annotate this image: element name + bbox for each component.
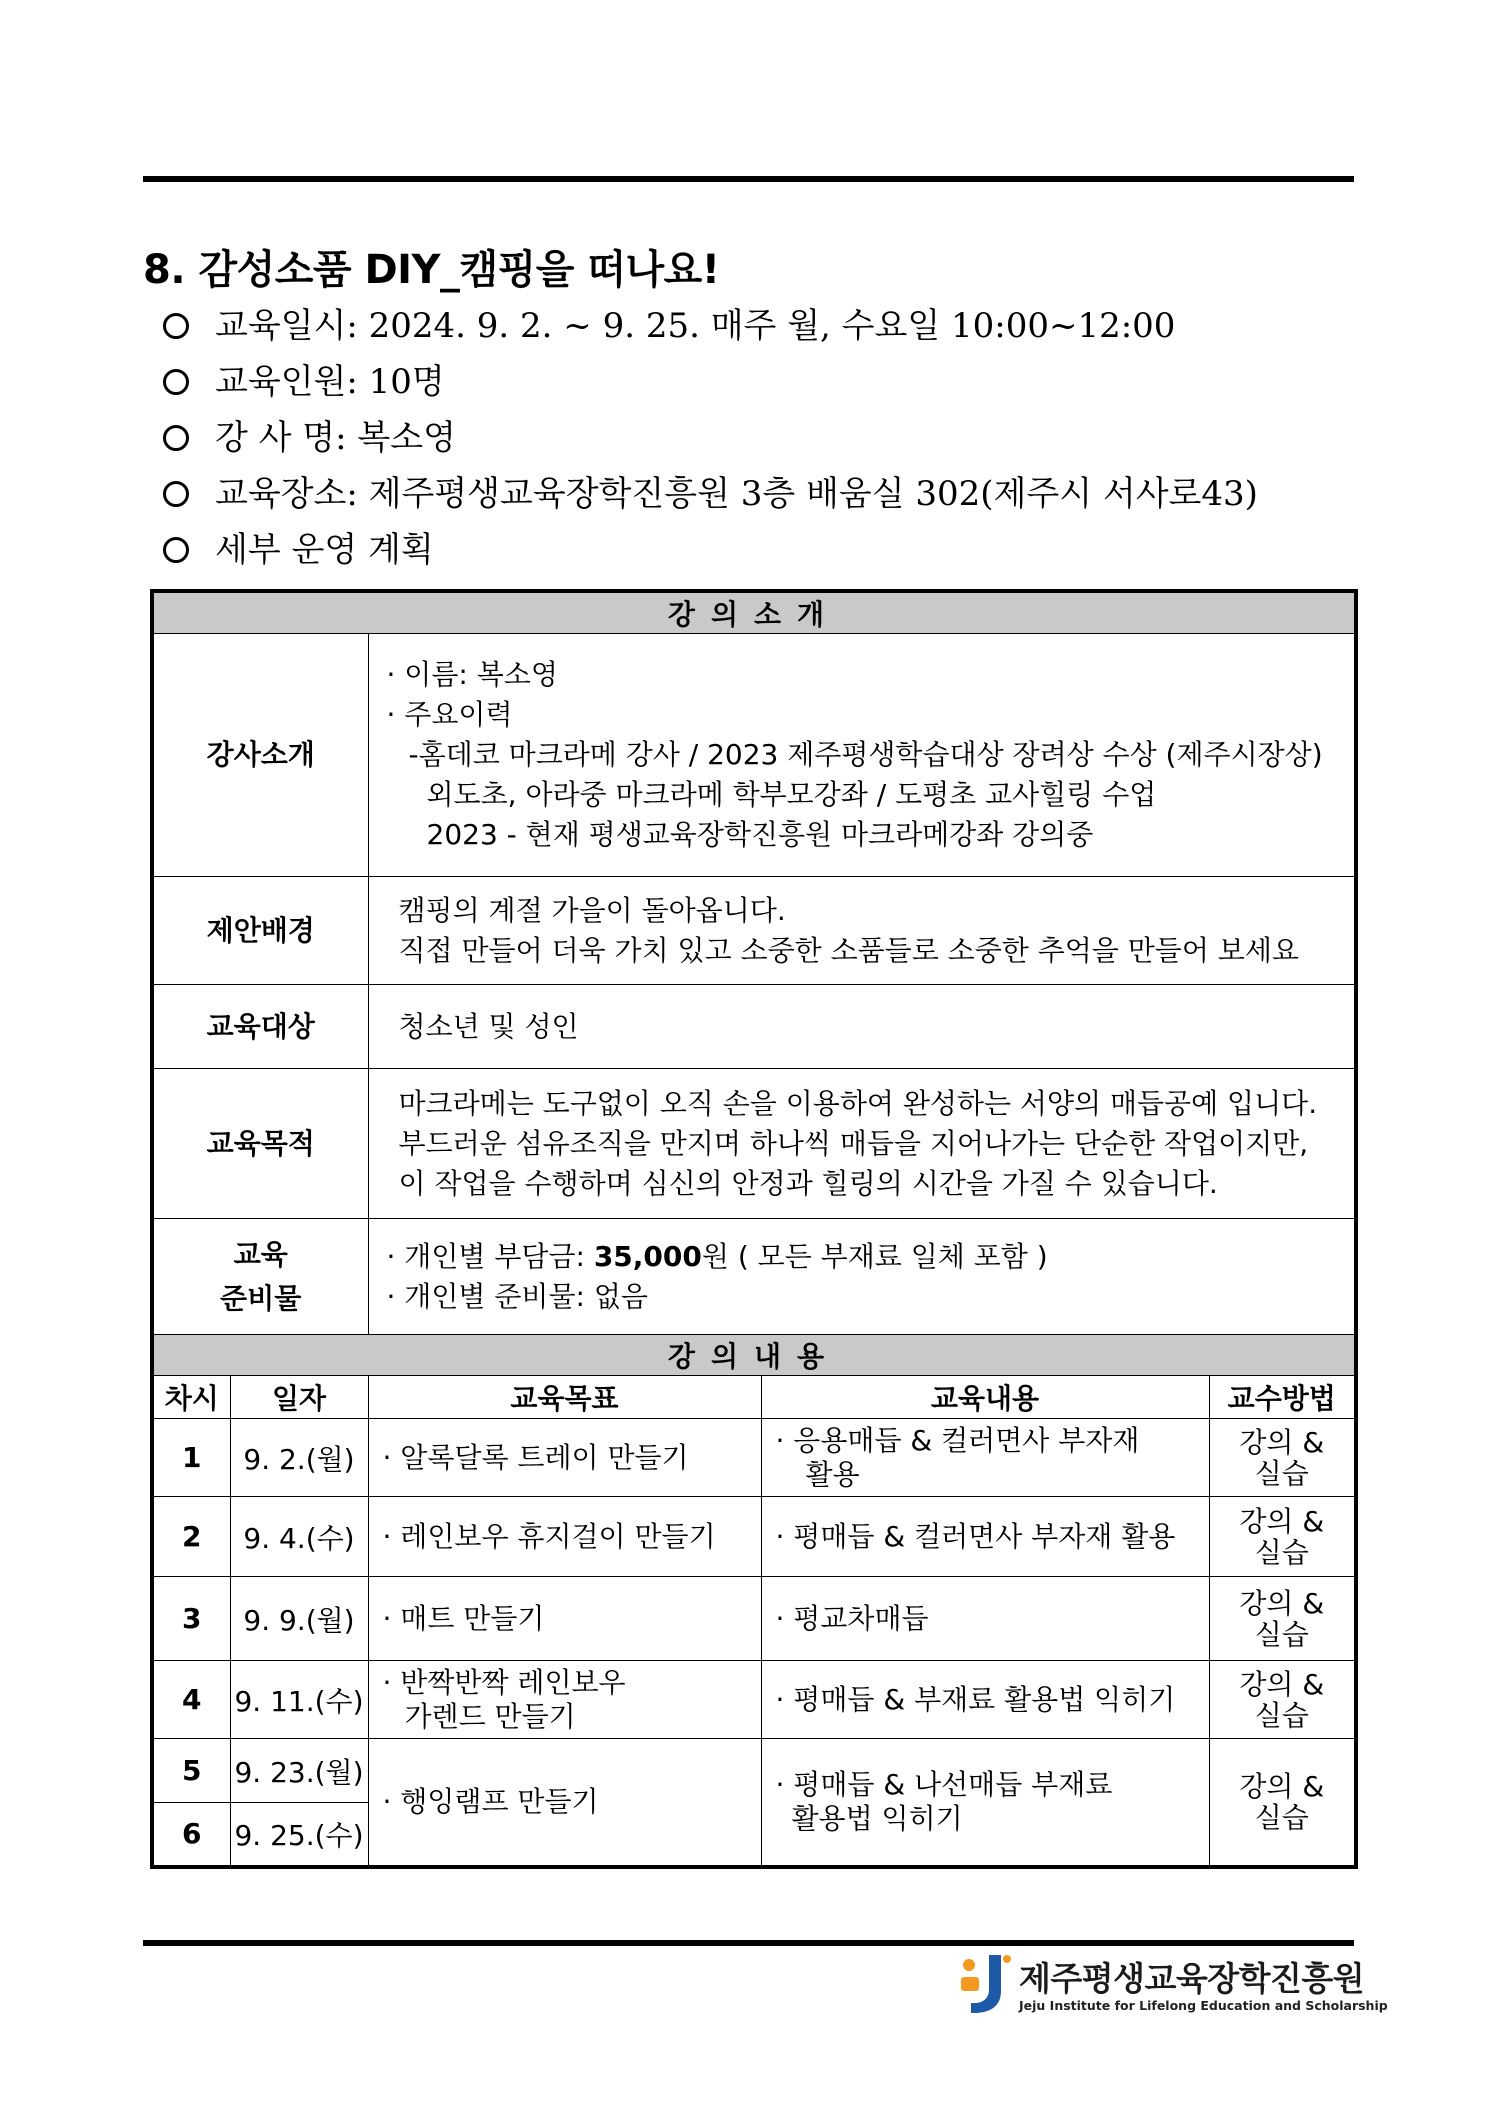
method-line: 강의 & [1239, 1586, 1325, 1620]
circle-bullet-icon [163, 425, 189, 451]
content-line: · 평교차매듭 [775, 1601, 929, 1635]
method-line: 실습 [1254, 1535, 1309, 1569]
bullet-text: 세부 운영 계획 [215, 530, 434, 570]
content-section-header: 강의내용 [152, 1335, 1356, 1376]
institute-logo [957, 1951, 1388, 2021]
col-header-session: 차시 [152, 1376, 230, 1419]
goal-line: · 반짝반짝 레인보우 [382, 1665, 626, 1699]
background-label: 제안배경 [152, 877, 368, 985]
prep-cost [387, 1237, 1355, 1277]
session-number: 4 [152, 1661, 230, 1739]
instructor-label: 강사소개 [152, 634, 368, 877]
table-row [152, 1419, 1356, 1497]
page-title: 8. 감성소품 DIY_캠핑을 떠나요! [143, 247, 720, 293]
circle-bullet-icon [163, 313, 189, 339]
institute-logo-name: 제주평생교육장학진흥원 [1019, 1959, 1365, 1998]
instructor-line: 외도초, 아라중 마크라메 학부모강좌 / 도평초 교사힐링 수업 [426, 778, 1157, 811]
method-line: 실습 [1254, 1698, 1309, 1732]
info-bullets [163, 298, 1258, 578]
session-number: 6 [152, 1803, 230, 1867]
method-line: 실습 [1254, 1456, 1309, 1490]
session-method [1209, 1661, 1356, 1739]
instructor-line: 2023 - 현재 평생교육장학진흥원 마크라메강좌 강의중 [426, 818, 1094, 851]
content-line: · 평매듭 & 부재료 활용법 익히기 [775, 1682, 1176, 1716]
col-header-method: 교수방법 [1209, 1376, 1356, 1419]
target-label: 교육대상 [152, 985, 368, 1069]
session-content [761, 1419, 1209, 1497]
content-line: 활용 [805, 1457, 860, 1491]
method-line: 강의 & [1239, 1769, 1325, 1803]
bullet-capacity [163, 354, 1258, 410]
prep-cost-suffix: 원 ( 모든 부재료 일체 포함 ) [701, 1239, 1048, 1273]
goal-line: · 행잉램프 만들기 [382, 1784, 599, 1818]
session-number: 1 [152, 1419, 230, 1497]
session-date: 9. 23.(월) [230, 1739, 368, 1803]
session-number: 5 [152, 1739, 230, 1803]
content-line: · 응용매듭 & 컬러면사 부자재 [775, 1423, 1140, 1457]
bullet-text: 교육일시: 2024. 9. 2. ~ 9. 25. 매주 월, 수요일 10:00~12:00 [215, 306, 1176, 346]
method-line: 강의 & [1239, 1667, 1325, 1701]
goal-line: 가렌드 만들기 [404, 1699, 576, 1733]
prep-items: · 개인별 준비물: 없음 [386, 1279, 648, 1313]
instructor-line: · 이름: 복소영 [386, 658, 558, 691]
session-method [1209, 1577, 1356, 1661]
table-row [152, 1577, 1356, 1661]
session-number: 3 [152, 1577, 230, 1661]
method-line: 강의 & [1239, 1504, 1325, 1538]
session-content [761, 1497, 1209, 1577]
session-goal [368, 1739, 761, 1867]
session-date: 9. 11.(수) [230, 1661, 368, 1739]
background-line: 캠핑의 계절 가을이 돌아옵니다. [398, 893, 786, 927]
session-goal [368, 1661, 761, 1739]
col-header-content: 교육내용 [761, 1376, 1209, 1419]
goal-line: · 레인보우 휴지걸이 만들기 [382, 1519, 716, 1553]
circle-bullet-icon [163, 537, 189, 563]
session-date: 9. 4.(수) [230, 1497, 368, 1577]
goal-line: · 알록달록 트레이 만들기 [382, 1440, 689, 1474]
goal-line: · 매트 만들기 [382, 1601, 545, 1635]
prep-label-line: 교육 [233, 1237, 288, 1271]
session-date: 9. 25.(수) [230, 1803, 368, 1867]
bullet-text: 교육인원: 10명 [215, 362, 445, 402]
purpose-content [368, 1069, 1356, 1219]
content-line: · 평매듭 & 나선매듭 부재료 [775, 1767, 1113, 1801]
institute-logo-english: Jeju Institute for Lifelong Education and Scholarship [1019, 1998, 1388, 2013]
content-line: 활용법 익히기 [791, 1801, 963, 1835]
purpose-line: 이 작업을 수행하며 심신의 안정과 힐링의 시간을 가질 수 있습니다. [398, 1166, 1218, 1200]
content-line: · 평매듭 & 컬러면사 부자재 활용 [775, 1519, 1176, 1553]
circle-bullet-icon [163, 481, 189, 507]
purpose-label: 교육목적 [152, 1069, 368, 1219]
session-method [1209, 1739, 1356, 1867]
top-rule [143, 176, 1354, 182]
bullet-schedule [163, 298, 1258, 354]
session-method [1209, 1419, 1356, 1497]
session-content [761, 1739, 1209, 1867]
bullet-text: 교육장소: 제주평생교육장학진흥원 3층 배움실 302(제주시 서사로43) [215, 474, 1258, 514]
prep-label [152, 1219, 368, 1335]
background-line: 직접 만들어 더욱 가치 있고 소중한 소품들로 소중한 추억을 만들어 보세요 [398, 933, 1299, 967]
session-method [1209, 1497, 1356, 1577]
instructor-content [368, 634, 1356, 877]
session-date: 9. 9.(월) [230, 1577, 368, 1661]
bullet-location [163, 466, 1258, 522]
purpose-line: 부드러운 섬유조직을 만지며 하나씩 매듭을 지어나가는 단순한 작업이지만, [398, 1126, 1309, 1160]
circle-bullet-icon [163, 369, 189, 395]
bullet-plan [163, 522, 1258, 578]
prep-label-line: 준비물 [220, 1281, 302, 1315]
instructor-line: -홈데코 마크라메 강사 / 2023 제주평생학습대상 장려상 수상 (제주시장상) [408, 738, 1323, 771]
method-line: 실습 [1254, 1617, 1309, 1651]
method-line: 강의 & [1239, 1425, 1325, 1459]
prep-content [368, 1219, 1356, 1335]
target-content [368, 985, 1356, 1069]
bullet-text: 강 사 명: 복소영 [215, 418, 456, 458]
prep-cost-value: 35,000 [593, 1239, 702, 1273]
session-content [761, 1577, 1209, 1661]
purpose-line: 마크라메는 도구없이 오직 손을 이용하여 완성하는 서양의 매듭공예 입니다. [398, 1086, 1318, 1120]
plan-table [150, 589, 1358, 1869]
session-goal [368, 1497, 761, 1577]
session-date: 9. 2.(월) [230, 1419, 368, 1497]
session-goal [368, 1577, 761, 1661]
col-header-date: 일자 [230, 1376, 368, 1419]
intro-section-header: 강의소개 [152, 591, 1356, 634]
target-line: 청소년 및 성인 [398, 1009, 579, 1043]
method-line: 실습 [1254, 1800, 1309, 1834]
table-row [152, 1739, 1356, 1803]
instructor-line: · 주요이력 [386, 698, 513, 731]
bottom-rule [143, 1940, 1354, 1946]
session-goal [368, 1419, 761, 1497]
prep-cost-prefix: · 개인별 부담금: [386, 1239, 594, 1273]
background-content [368, 877, 1356, 985]
table-row [152, 1661, 1356, 1739]
bullet-instructor [163, 410, 1258, 466]
col-header-goal: 교육목표 [368, 1376, 761, 1419]
session-number: 2 [152, 1497, 230, 1577]
institute-logo-icon [957, 1951, 1015, 2017]
session-content [761, 1661, 1209, 1739]
table-row [152, 1497, 1356, 1577]
